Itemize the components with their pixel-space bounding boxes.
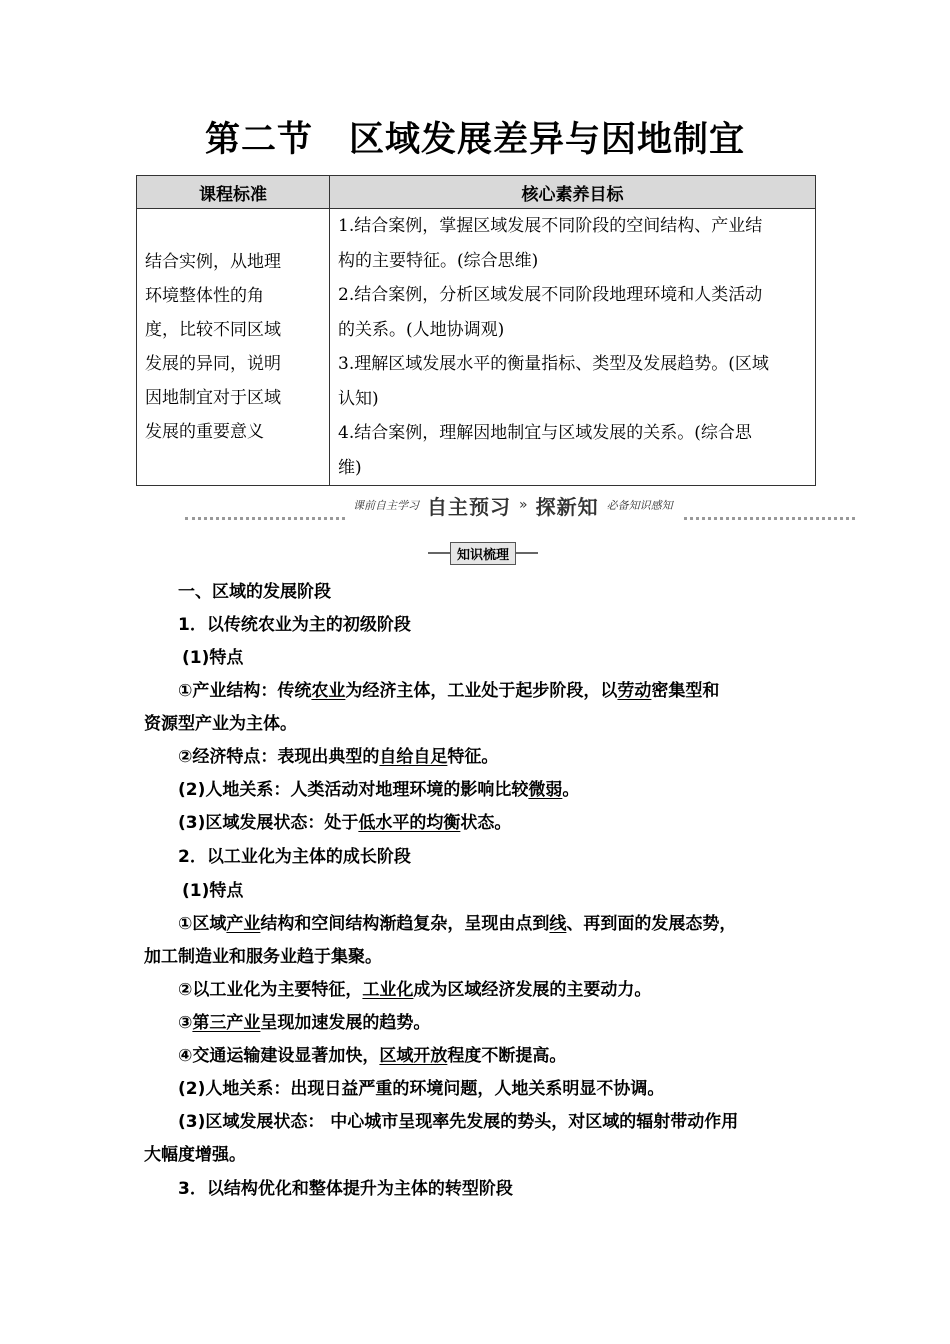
curriculum-table — [136, 175, 816, 486]
banner-title-2: 探新知 — [535, 494, 599, 519]
paragraph: (3)区域发展状态：处于低水平的均衡状态。 — [178, 813, 512, 833]
paragraph: ②以工业化为主要特征，工业化成为区域经济发展的主要动力。 — [178, 980, 652, 1000]
paragraph: ②经济特点：表现出典型的自给自足特征。 — [178, 747, 499, 767]
standard-line: 环境整体性的角 — [145, 286, 264, 306]
subheading: 3．以结构优化和整体提升为主体的转型阶段 — [178, 1179, 513, 1199]
paragraph-cont: 加工制造业和服务业趋于集聚。 — [144, 947, 382, 967]
paragraph: (2)人地关系：人类活动对地理环境的影响比较微弱。 — [178, 780, 580, 800]
standard-line: 结合实例，从地理 — [145, 252, 281, 272]
badge-label: 知识梳理 — [450, 542, 516, 565]
objective-line: 的关系。(人地协调观) — [338, 319, 505, 340]
objective-line: 3.理解区域发展水平的衡量指标、类型及发展趋势。(区域 — [338, 354, 769, 374]
objectives-cell — [330, 209, 816, 486]
standard-line: 发展的重要意义 — [145, 422, 264, 442]
page-title: 第二节 区域发展差异与因地制宜 — [204, 120, 745, 160]
standard-line: 发展的异同，说明 — [145, 354, 281, 374]
paragraph-cont: 资源型产业为主体。 — [144, 714, 297, 734]
banner-left-label: 课前自主学习 — [353, 499, 419, 512]
objective-line: 4.结合案例，理解因地制宜与区域发展的关系。(综合思 — [338, 423, 752, 443]
double-chevron-icon: » — [519, 497, 528, 513]
subheading: 2．以工业化为主体的成长阶段 — [178, 847, 411, 867]
paragraph: ④交通运输建设显著加快，区域开放程度不断提高。 — [178, 1046, 567, 1066]
table-header-objectives: 核心素养目标 — [330, 176, 816, 209]
objective-line: 2.结合案例，分析区域发展不同阶段地理环境和人类活动 — [338, 285, 763, 305]
paragraph: (3)区域发展状态： 中心城市呈现率先发展的势头，对区域的辐射带动作用 — [178, 1112, 739, 1132]
paragraph: ①产业结构：传统农业为经济主体，工业处于起步阶段，以劳动密集型和 — [178, 681, 720, 701]
paragraph: (2)人地关系：出现日益严重的环境问题，人地关系明显不协调。 — [178, 1079, 665, 1099]
point: (1)特点 — [182, 881, 244, 901]
banner-right-label: 必备知识感知 — [606, 499, 673, 512]
paragraph-cont: 大幅度增强。 — [144, 1145, 246, 1165]
standard-cell — [137, 209, 330, 486]
section-banner — [185, 490, 855, 524]
paragraph: ③第三产业呈现加速发展的趋势。 — [178, 1013, 431, 1033]
objective-line: 认知) — [338, 388, 379, 409]
subheading: 1．以传统农业为主的初级阶段 — [178, 615, 411, 635]
objective-line: 1.结合案例，掌握区域发展不同阶段的空间结构、产业结 — [338, 216, 763, 236]
standard-line: 度，比较不同区域 — [145, 320, 281, 340]
objective-line: 维) — [338, 457, 362, 478]
point: (1)特点 — [182, 648, 244, 668]
objective-line: 构的主要特征。(综合思维) — [338, 250, 539, 271]
paragraph: ①区域产业结构和空间结构渐趋复杂，呈现由点到线、再到面的发展态势， — [178, 914, 737, 934]
standard-line: 因地制宜对于区域 — [145, 388, 281, 408]
banner-title-1: 自主预习 — [427, 494, 511, 519]
table-header-standard: 课程标准 — [137, 176, 330, 209]
knowledge-badge — [428, 542, 538, 564]
heading-1: 一、区域的发展阶段 — [178, 582, 331, 602]
